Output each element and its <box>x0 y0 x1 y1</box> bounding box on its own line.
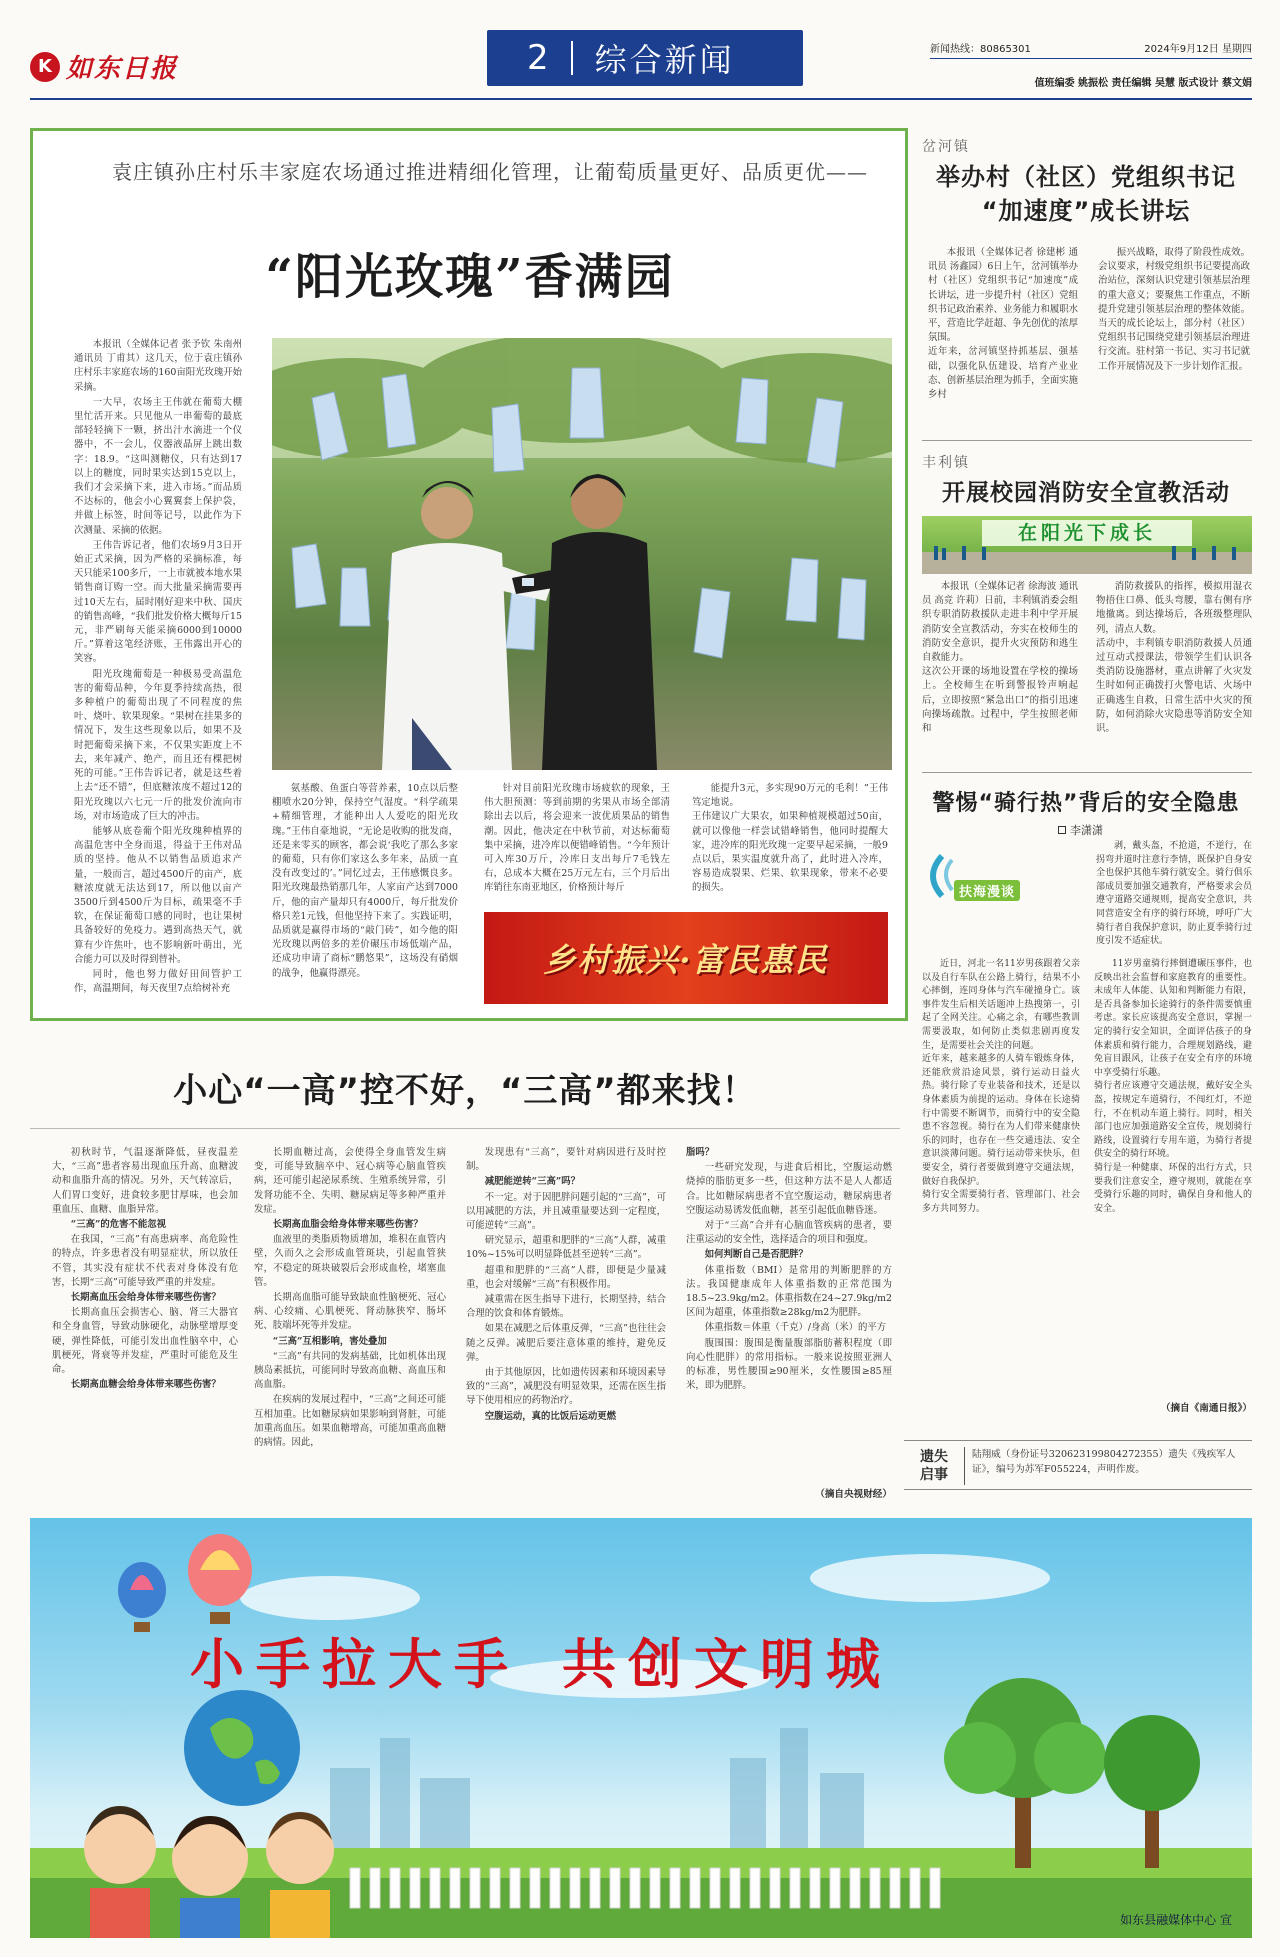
lost-notice <box>904 1440 1252 1490</box>
section-name: 综合新闻 <box>594 41 735 79</box>
masthead-info <box>930 40 1252 55</box>
r1-title-line-2: “加速度”成长讲坛 <box>981 197 1191 225</box>
lost-notice-label: 遗失 启事 <box>920 1449 948 1483</box>
children-illustration <box>84 1806 334 1938</box>
health-subhead: 空腹运动，真的比饭后运动更燃 <box>484 1410 617 1422</box>
logo-mark-icon: K <box>30 52 60 82</box>
r3-col-1: 近日，河北一名11岁男孩跟着父亲以及自行车队在公路上骑行，结果不小心摔倒，连同身体与汽车碰撞身亡。该事件发生后相关话题冲上热搜第一，引起了全网关注。心痛之余，有哪些教训需要汲取，如何防止类似悲剧再度发生，是需要社会关注的问题。 近年来，越来越多的人骑车锻炼身体，还能欣赏沿途风景，骑行运动日益火热。骑行除了专业装备和技术，还是以身体素质为前提的运动。身体在长途骑行中需要不断调节，而骑行中的安全隐患不容忽视。骑行在为人们带来健康快乐的同时，也存在一些交通违法、安全意识淡薄问题。骑行运动带来快乐，但要安全，骑行者要做到遵守交通法规，做好自我保护。 骑行安全需要骑行者、管理部门、社会多方共同努力。 <box>922 959 1080 1214</box>
r3-title: 警惕“骑行热”背后的安全隐患 <box>932 791 1240 816</box>
r2-town: 丰利镇 <box>922 455 970 471</box>
paper-name: 如东日报 <box>66 54 179 84</box>
section-tab <box>487 30 803 86</box>
health-subhead: 如何判断自己是否肥胖？ <box>704 1249 808 1261</box>
column-logo <box>922 846 1034 904</box>
r2-col-2: 消防救援队的指挥，模拟用湿衣物捂住口鼻、低头弯腰，靠右侧有序地撤离。到达操场后，各班级整理队列，清点人数。 活动中，丰利镇专职消防救援人员通过互动式授课法，带领学生们认识各类消防设施器材，重点讲解了火灾发生时如何正确拨打火警电话、火场中正确逃生自救，日常生活中火灾的预防，如何消除火灾隐患等消防安全知识。 <box>1096 581 1252 735</box>
poster-credit: 如东县融媒体中心 宣 <box>1120 1913 1232 1927</box>
health-col-4 <box>686 1146 892 1482</box>
health-col-3 <box>466 1146 666 1502</box>
r3-source: （摘自《南通日报》） <box>1160 1403 1252 1414</box>
health-p: 研究显示，超重和肥胖的“三高”人群，减重10%~15%可以明显降低甚至逆转“三高”。 <box>466 1235 666 1261</box>
tree-icon <box>944 1678 1106 1868</box>
r2-rule <box>922 772 1252 773</box>
hotline: 新闻热线：80865301 <box>930 44 1031 55</box>
health-p: 长期高血脂可能导致缺血性脑梗死、冠心病、心绞痛、心肌梗死、肾动脉狭窄、肠坏死、肢端坏死等并发症。 <box>254 1292 446 1332</box>
health-p: 体重指数（BMI）是常用的判断肥胖的方法。我国健康成年人体重指数的正常范围为18.5~23.9kg/m2。体重指数在24~27.9kg/m2区间为超重，体重指数≥28kg/m2为肥胖。 <box>686 1264 892 1319</box>
health-subhead: 长期高血糖会给身体带来哪些伤害？ <box>70 1379 221 1391</box>
health-subhead: 脂吗？ <box>686 1147 715 1158</box>
health-subhead: 长期高血脂会给身体带来哪些伤害？ <box>272 1219 423 1231</box>
paper-logo <box>30 48 178 85</box>
health-p: 如果在减肥之后体重反弹，“三高”也往往会随之反弹。减肥后要注意体重的维持，避免反弹。 <box>466 1323 666 1363</box>
health-col-2 <box>254 1146 446 1502</box>
masthead <box>0 0 1280 110</box>
health-subhead: “三高”的危害不能忽视 <box>70 1219 166 1231</box>
lead-paragraph: 王伟告诉记者，他们农场9月3日开始正式采摘，因为严格的采摘标准，每天只能采100多斤，一上市就被本地水果销售商订购一空。而大批量采摘需要再过10天左右，届时刚好迎来中秋、国庆的销售高峰，“我们批发价格大概每斤15元，非严刷每天能采摘6000到10000斤。”算着这笔经济账，王伟露出开心的笑容。 <box>74 539 242 665</box>
lost-notice-text: 陆翔威（身份证号320623199804272355）遗失《残疾军人证》，编号为苏军F055224，声明作废。 <box>972 1449 1236 1475</box>
health-p: 超重和肥胖的“三高”人群，即便是少量减重，也会对缓解“三高”有积极作用。 <box>466 1264 666 1290</box>
poster-slogan-left: 小手拉大手 <box>190 1632 520 1696</box>
lead-col-1 <box>74 338 242 1014</box>
hot-air-balloon-icon <box>188 1534 252 1624</box>
health-p: 腹围围：腹围是衡量腹部脂肪蓄积程度（即向心性肥胖）的常用指标。一般来说按照亚洲人的标准，男性腰围≥90厘米，女性腰围≥85厘米，即为肥胖。 <box>686 1337 892 1392</box>
health-source: （摘自央视财经） <box>815 1489 892 1500</box>
health-subhead: 长期高血压会给身体带来哪些伤害？ <box>70 1292 221 1304</box>
lead-photo <box>272 338 892 770</box>
health-subhead: “三高”互相影响，害处叠加 <box>272 1335 387 1347</box>
health-title: 小心“一高”控不好，“三高”都来找！ <box>173 1071 757 1111</box>
lead-col-3: 针对目前阳光玫瑰市场疲软的现象，王伟大胆预测：等到前期的劣果从市场全部清除出去以后，将会迎来一波优质果品的销售潮。因此，他决定在中秋节前，对达标葡萄集中采摘，进冷库以便错峰销售。“今年预计可入库30万斤，冷库日支出每斤7毛钱左右，总成本大概在25万元左右，三个月后出库销往东南亚地区，价格预计每斤 <box>484 783 670 894</box>
poster-slogan-right: 共创文明城 <box>562 1632 892 1696</box>
rural-revival-banner <box>484 912 888 1004</box>
health-subhead: 减肥能逆转“三高”吗？ <box>484 1176 580 1188</box>
health-title-rule <box>30 1128 900 1129</box>
tree-icon <box>1104 1715 1200 1868</box>
health-p: 不一定。对于因肥胖问题引起的“三高”，可以用减肥的方法，并且减重量要达到一定程度，可能逆转“三高”。 <box>466 1191 666 1232</box>
health-p: 长期血糖过高，会使得全身血管发生病变，可能导致脑卒中、冠心病等心脑血管疾病，还可能引起泌尿系统、生殖系统异常，引发肾功能不全、失明、糖尿病足等多种严重并发症。 <box>254 1147 446 1215</box>
r1-rule <box>922 440 1252 441</box>
lead-col-2: 氨基酸、鱼蛋白等营养素，10点以后整棚喷水20分钟，保持空气湿度。“科学疏果+精细管理，才能种出人人爱吃的阳光玫瑰。”王伟自豪地说，“无论是收购的批发商，还是来零买的顾客，都会说‘我吃了那么多家的葡萄，只有你们家这么多年来，品质一直没有改变过的’。”同忆过去，王伟感慨良多。阳光玫瑰最热销那几年，人家亩产达到7000斤，他的亩产量却只有4000斤，每斤批发价格只差1元钱，但他坚持下来了。实践证明，品质就是赢得市场的“敲门砖”，如今他的阳光玫瑰以两倍多的差价碾压市场低端产品，还成功申请了商标“鹏悠果”，这场没有硝烟的战争，他赢得漂亮。 <box>272 783 458 979</box>
lead-kicker: 袁庄镇孙庄村乐丰家庭农场通过推进精细化管理，让葡萄质量更好、品质更优—— <box>112 160 868 184</box>
editor-credits: 值班编委 姚振松 责任编辑 吴慧 版式设计 蔡文娟 <box>1034 78 1252 89</box>
r1-col-1: 本报讯（全媒体记者 徐建彬 通讯员 汤鑫园）6日上午，岔河镇举办村（社区）党组织书记“加速度”成长讲坛，进一步提升村（社区）党组织书记政治素养、业务能力和履职水平，营造比学赶超、争先创优的浓厚氛围。 近年来，岔河镇坚持抓基层、强基础，以强化队伍建设、培育产业业态、创新基层治理为抓手，全面实施乡村 <box>928 247 1078 401</box>
r1-col-2: 振兴战略，取得了阶段性成效。会议要求，村级党组织书记要提高政治站位，深刻认识党建引领基层治理的重大意义；要聚焦工作重点，不断提升党建引领基层治理的整体效能。当天的成长论坛上，部分村（社区）党组织书记围绕党建引领基层治理进行交流。驻村第一书记、实习书记就工作开展情况及下一步计划作汇报。 <box>1098 247 1250 372</box>
hot-air-balloon-icon <box>118 1562 166 1632</box>
lead-byline: 本报讯（全媒体记者 张予钦 朱南州 通讯员 丁甫其）这几天，位于袁庄镇孙庄村乐丰家庭农场的160亩阳光玫瑰开始采摘。 <box>74 339 242 393</box>
health-p: 对于“三高”合并有心脑血管疾病的患者，要注重运动的安全性，选择适合的项目和强度。 <box>686 1220 892 1246</box>
r1-title-line-1: 举办村（社区）党组织书记 <box>936 163 1236 191</box>
r3-col-2: 11岁男童骑行摔倒遭碾压事件，也反映出社会监督和家庭教育的重要性。未成年人体能、认知和判断能力有限，是否具备参加长途骑行的条件需要慎重考虑。家长应该提高安全意识，掌握一定的骑行安全知识，全面评估孩子的身体素质和骑行能力，合理规划路线，避免盲目跟风，让孩子在安全有序的环境中享受骑行乐趣。 骑行者应该遵守交通法规，戴好安全头盔，按规定车道骑行，不闯红灯，不逆行，不在机动车道上骑行。同时，相关部门也应加强道路安全宣传，规划骑行路线，设置骑行专用车道，为骑行者提供安全的骑行环境。 骑行是一种健康、环保的出行方式，只要我们注意安全，遵守规则，就能在享受骑行乐趣的同时，确保自身和他人的安全。 <box>1094 959 1252 1214</box>
lead-paragraph: 一大早，农场主王伟就在葡萄大棚里忙活开来。只见他从一串葡萄的最底部轻轻摘下一颗，挤出汁水滴进一个仪器中，不一会儿，仪器液晶屏上跳出数字：18.9。“这叫测糖仪，只有达到17以上的糖度，同时果实达到15克以上，我们才会采摘下来，进入市场。”而品质不达标的，他会小心翼翼套上保护袋，并做上标签，时间等记号，以此作为下次测量、采摘的依据。 <box>74 396 242 536</box>
health-p: 长期高血压会损害心、脑、肾三大器官和全身血管，导致动脉硬化，动脉壁增厚变硬，弹性降低，可能引发出血性脑卒中，心肌梗死，肾衰等并发症，严重时可能危及生命。 <box>52 1307 238 1376</box>
masthead-rule-thin <box>930 58 1252 59</box>
poster-illustration <box>30 1518 1252 1938</box>
health-p: 在疾病的发展过程中，“三高”之间还可能互相加重。比如糖尿病如果影响到肾脏，可能加重高血压。如果血糖增高，可能加重高血糖的病情。因此， <box>254 1394 446 1449</box>
r2-photo <box>922 516 1252 574</box>
lost-notice-divider <box>964 1447 965 1485</box>
health-p: 减重需在医生指导下进行，长期坚持，结合合理的饮食和体育锻炼。 <box>466 1294 666 1320</box>
lead-paragraph: 阳光玫瑰葡萄是一种极易受高温危害的葡萄品种，今年夏季持续高热，很多种植户的葡萄出现了不同程度的焦叶、烧叶、软果现象。“果树在挂果多的情况下，发生这些现象以后，如果不及时把葡萄采摘下来，不仅果实距度上不去，来年减产、绝产，而且还有棵把树死的可能。”王伟告诉记者，就是这些着上去“还不错”，但底糖浓度不超过12的阳光玫瑰以六七元一斤的批发价流向市场，对市场造成了巨大的冲击。 <box>74 668 242 822</box>
r1-title <box>920 160 1252 228</box>
author-box-icon <box>1058 826 1066 834</box>
health-p: 由于其他原因，比如遗传因素和环境因素导致的“三高”，减肥没有明显效果，还需在医生指导下使用相应的药物治疗。 <box>466 1367 666 1407</box>
section-divider <box>571 41 573 75</box>
health-p: 在我国，“三高”有高患病率、高危险性的特点，许多患者没有明显症状，所以放任不管，其实没有症状不代表对身体没有危害，长期“三高”可能导致严重的并发症。 <box>52 1234 238 1288</box>
globe-icon <box>184 1690 300 1806</box>
r1-town: 岔河镇 <box>922 139 970 155</box>
masthead-rule <box>30 98 1252 100</box>
lead-col-4: 能提升3元，多实现90万元的毛利！”王伟笃定地说。 王伟建议广大果农，如果种植规模超过50亩，就可以像他一样尝试错峰销售，他同时提醒大家，进冷库的阳光玫瑰一定要早起采摘，一般9点以后，果实温度就升高了，此时进入冷库，容易造成裂果、烂果、软果现象，带来不必要的损失。 <box>692 783 888 894</box>
r2-col-1: 本报讯（全媒体记者 徐海波 通讯员 高竞 许莉）日前，丰利镇消委会组织专职消防救援队走进丰利中学开展消防安全宣教活动，夯实在校师生的消防安全意识，提升火灾预防和逃生自救能力。 这次公开课的场地设置在学校的操场上。全校师生在听到警报铃声响起后，立即按照“紧急出口”的指引迅速向操场疏散。过程中，学生按照老师和 <box>922 581 1078 735</box>
lead-paragraph: 同时，他也努力做好田间管护工作，高温期间，每天夜里7点给树补充 <box>74 968 242 995</box>
health-p: “三高”有共同的发病基础，比如机体出现胰岛素抵抗，可能同时导致高血糖、高血压和高血脂。 <box>254 1350 446 1391</box>
r3-top-right: 剥，戴头盔，不抢道，不逆行，在拐弯并道时注意行李情，既保护自身安全也保护其他车骑行就安全。骑行俱乐部成员要加强交通教育，严格要求会员遵守道路交通规则，提高安全意识，共同营造安全有序的骑行环境，呼吁广大骑行者自我保护意识，防止夏季骑行过度引发不适症状。 <box>1096 841 1252 947</box>
page-number: 2 <box>527 38 549 78</box>
health-p: 初秋时节，气温逐渐降低，昼夜温差大，“三高”患者容易出现血压升高、血糖波动和血脂升高的情况。另外，天气转凉后，人们胃口变好，进食较多肥甘厚味，也会加重血压、血糖、血脂异常。 <box>52 1147 238 1215</box>
health-p: 体重指数＝体重（千克）/身高（米）的平方 <box>704 1322 887 1334</box>
column-logo-text: 扶海漫谈 <box>954 880 1020 901</box>
health-p: 发现患有“三高”，要针对病因进行及时控制。 <box>466 1147 666 1173</box>
health-p: 血液里的类脂质物质增加，堆积在血管内壁，久而久之会形成血管斑块，引起血管狭窄，不稳定的斑块破裂后会形成血栓，堵塞血管。 <box>254 1234 446 1288</box>
r2-title: 开展校园消防安全宣教活动 <box>942 480 1230 506</box>
lead-title: “阳光玫瑰”香满园 <box>265 249 675 305</box>
r3-author: 李潇潇 <box>1058 822 1103 838</box>
health-p: 一些研究发现，与进食后相比，空腹运动燃烧掉的脂肪更多一些，但这种方法不是人人都适合。比如糖尿病患者不宜空腹运动，糖尿病患者空腹运动易诱发低血糖，甚至引起低血糖昏迷。 <box>686 1162 892 1216</box>
r2-photo-caption: 在阳光下成长 <box>1017 522 1156 544</box>
lead-paragraph: 能够从底卷葡个阳光玫瑰种植界的高温危害中全身而退，得益于王伟对品质的坚持。他从不以销售品质追求产量，一般而言，超过4500斤的亩产，底糖浓度就无法达到17，所以他以亩产3500斤到4500斤为目标，疏果毫不手软，在保证葡萄口感的同时，也让果树具备较好的免疫力。遇到高热天气，就算有少许焦叶，也不影响新叶萌出，光合能力可以及时得到替补。 <box>74 825 242 965</box>
health-col-1 <box>52 1146 238 1502</box>
vineyard-illustration <box>272 338 892 770</box>
issue-date: 2024年9月12日 星期四 <box>1144 44 1252 55</box>
civic-poster <box>30 1518 1252 1938</box>
rural-revival-banner-text: 乡村振兴·富民惠民 <box>543 941 829 979</box>
